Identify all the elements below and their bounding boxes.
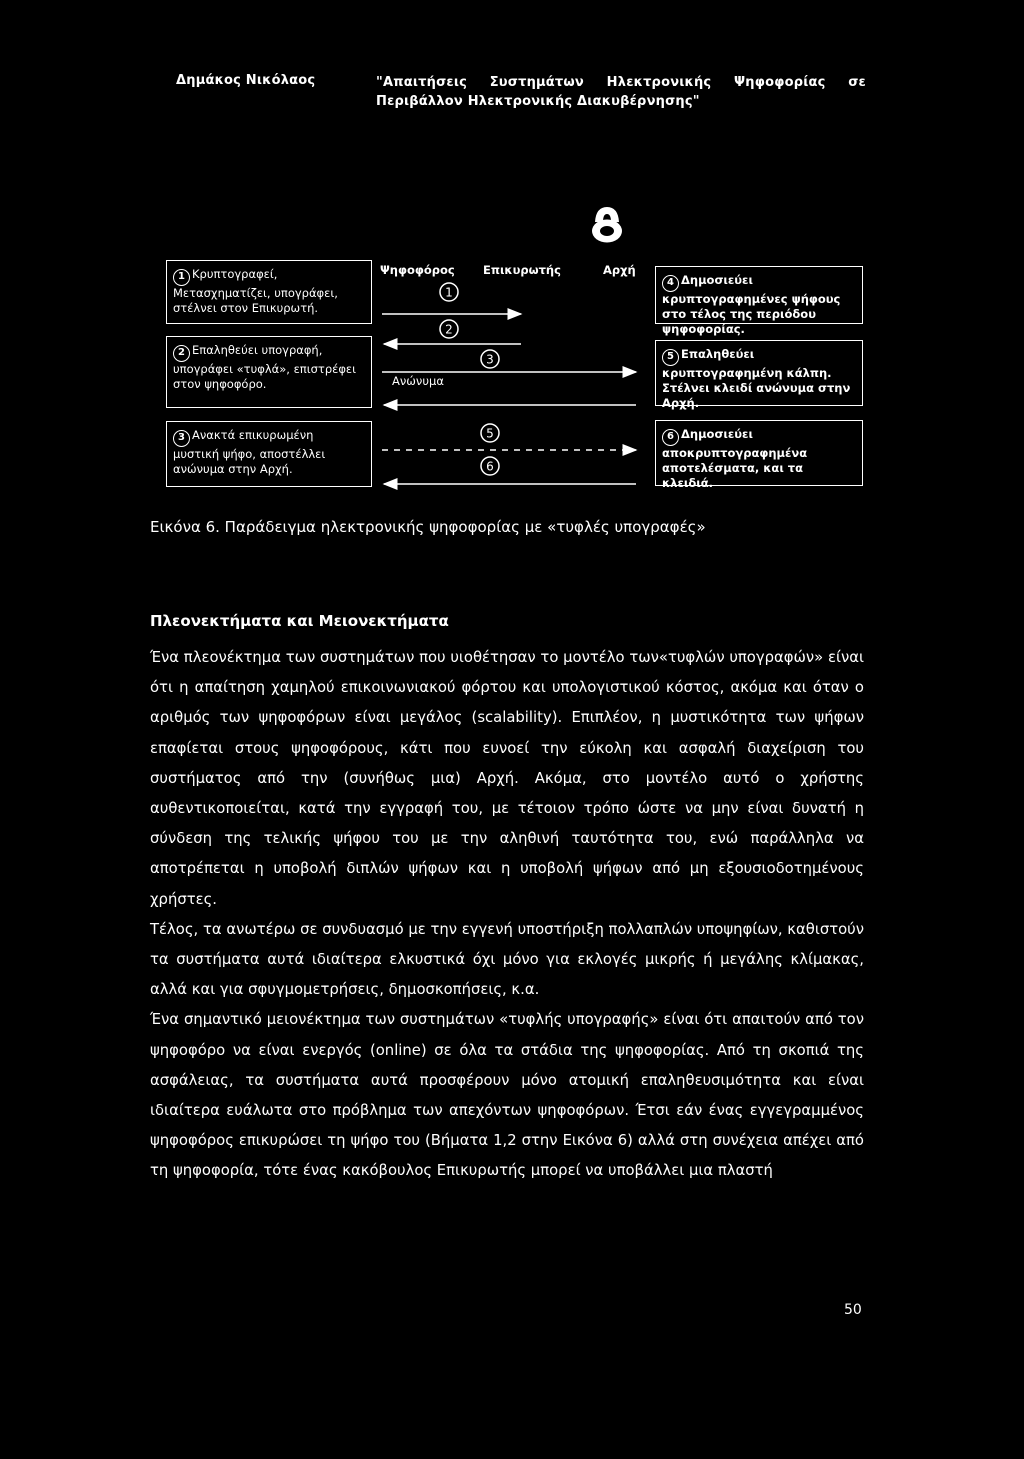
header-title-line1: "Απαιτήσεις Συστημάτων Ηλεκτρονικής Ψηφοφορίας σε [376, 75, 866, 90]
actor-authority: Αρχή [603, 263, 636, 277]
step-number: 5 [662, 349, 679, 366]
section-title: Πλεονεκτήματα και Μειονεκτήματα [150, 612, 449, 630]
step-text: Επαληθεύει κρυπτογραφημένη κάλπη. Στέλνει κλειδί ανώνυμα στην Αρχή. [662, 347, 851, 410]
actor-voter: Ψηφοφόρος [380, 263, 455, 277]
circle-3 [481, 350, 499, 368]
step-text: Δημοσιεύει αποκρυπτογραφημένα αποτελέσματα, και τα κλειδιά. [662, 427, 808, 490]
step-number: 1 [173, 269, 190, 286]
circle-1-label: 1 [445, 285, 453, 300]
paragraph: Ένα πλεονέκτημα των συστημάτων που υιοθέτησαν το μοντέλο των«τυφλών υπογραφών» είναι ότι η απαίτηση χαμηλού επικοινωνιακού φόρτου και υπολογιστικού κόστος, ακόμα και όταν ο αριθμός των ψηφοφόρων είναι μεγάλος (scalability). Επιπλέον, η μυστικότητα των ψήφων επαφίεται στους ψηφοφόρους, κάτι που ευνοεί την εύκολη και ασφαλή διαχείριση του συστήματος από την (συνήθως μια) Αρχή. Ακόμα, στο μοντέλο αυτό ο χρήστης αυθεντικοποιείται, κατά την εγγραφή του, με τέτοιον τρόπο ώστε να μην είναι δυνατή η σύνδεση της τελικής ψήφου του με την αληθινή ταυτότητα του, ενώ παράλληλα να αποτρέπεται η υποβολή διπλών ψήφων και η υποβολή ψήφων από μη εξουσιοδοτημένους χρήστες. [150, 649, 864, 908]
step-number: 6 [662, 429, 679, 446]
circle-2 [440, 320, 458, 338]
step-text: Επαληθεύει υπογραφή, υπογράφει «τυφλά», επιστρέφει στον ψηφοφόρο. [173, 343, 357, 391]
circle-5 [481, 424, 499, 442]
paragraph: Ένα σημαντικό μειονέκτημα των συστημάτων «τυφλής υπογραφής» είναι ότι απαιτούν από τον ψηφοφόρο να είναι ενεργός (online) σε όλα τα στάδια της ψηφοφορίας. Από τη σκοπιά της ασφάλειας, τα συστήματα αυτά προσφέρουν μόνο ατομική επαληθευσιμότητα και είναι ιδιαίτερα ευάλωτα στο πρόβλημα των απεχόντων ψηφοφόρων. Έτσι εάν ένας εγγεγραμμένος ψηφοφόρος επικυρώσει τη ψήφο του (Βήματα 1,2 στην Εικόνα 6) αλλά στη συνέχεια απέχει από τη ψηφοφορία, τότε ένας κακόβουλος Επικυρωτής μπορεί να υποβάλλει μια πλαστή [150, 1011, 864, 1180]
step-number: 3 [173, 430, 190, 447]
paragraph: Τέλος, τα ανωτέρω σε συνδυασμό με την εγγενή υποστήριξη πολλαπλών υποψηφίων, καθιστούν τα συστήματα αυτά ιδιαίτερα ελκυστικά όχι μόνο για εκλογές μικρής ή μεγάλης κλίμακας, αλλά και για σφυγμομετρήσεις, δημοσκοπήσεις, κ.α. [150, 920, 864, 999]
circle-2-label: 2 [445, 322, 453, 337]
step-number: 4 [662, 275, 679, 292]
actor-validator: Επικυρωτής [483, 263, 561, 277]
figure-caption: Εικόνα 6. Παράδειγμα ηλεκτρονικής ψηφοφορίας με «τυφλές υπογραφές» [150, 518, 706, 536]
anonymous-label: Ανώνυμα [392, 374, 444, 388]
step-text: Δημοσιεύει κρυπτογραφημένες ψήφους στο τέλος της περιόδου ψηφοφορίας. [662, 273, 841, 336]
header-title-line2: Περιβάλλον Ηλεκτρονικής Διακυβέρνησης" [376, 94, 700, 109]
circle-5-label: 5 [486, 426, 494, 441]
circle-3-label: 3 [486, 352, 494, 367]
step-text: Κρυπτογραφεί, Μετασχηματίζει, υπογράφει, στέλνει στον Επικυρωτή. [173, 267, 338, 315]
page-number: 50 [844, 1302, 862, 1318]
step-number: 2 [173, 345, 190, 362]
circle-6-label: 6 [486, 459, 494, 474]
step-text: Ανακτά επικυρωμένη μυστική ψήφο, αποστέλλει ανώνυμα στην Αρχή. [173, 428, 326, 476]
circle-1 [440, 283, 458, 301]
header-author: Δημάκος Νικόλαος [176, 73, 316, 88]
circle-6 [481, 457, 499, 475]
body-text [150, 643, 864, 1187]
